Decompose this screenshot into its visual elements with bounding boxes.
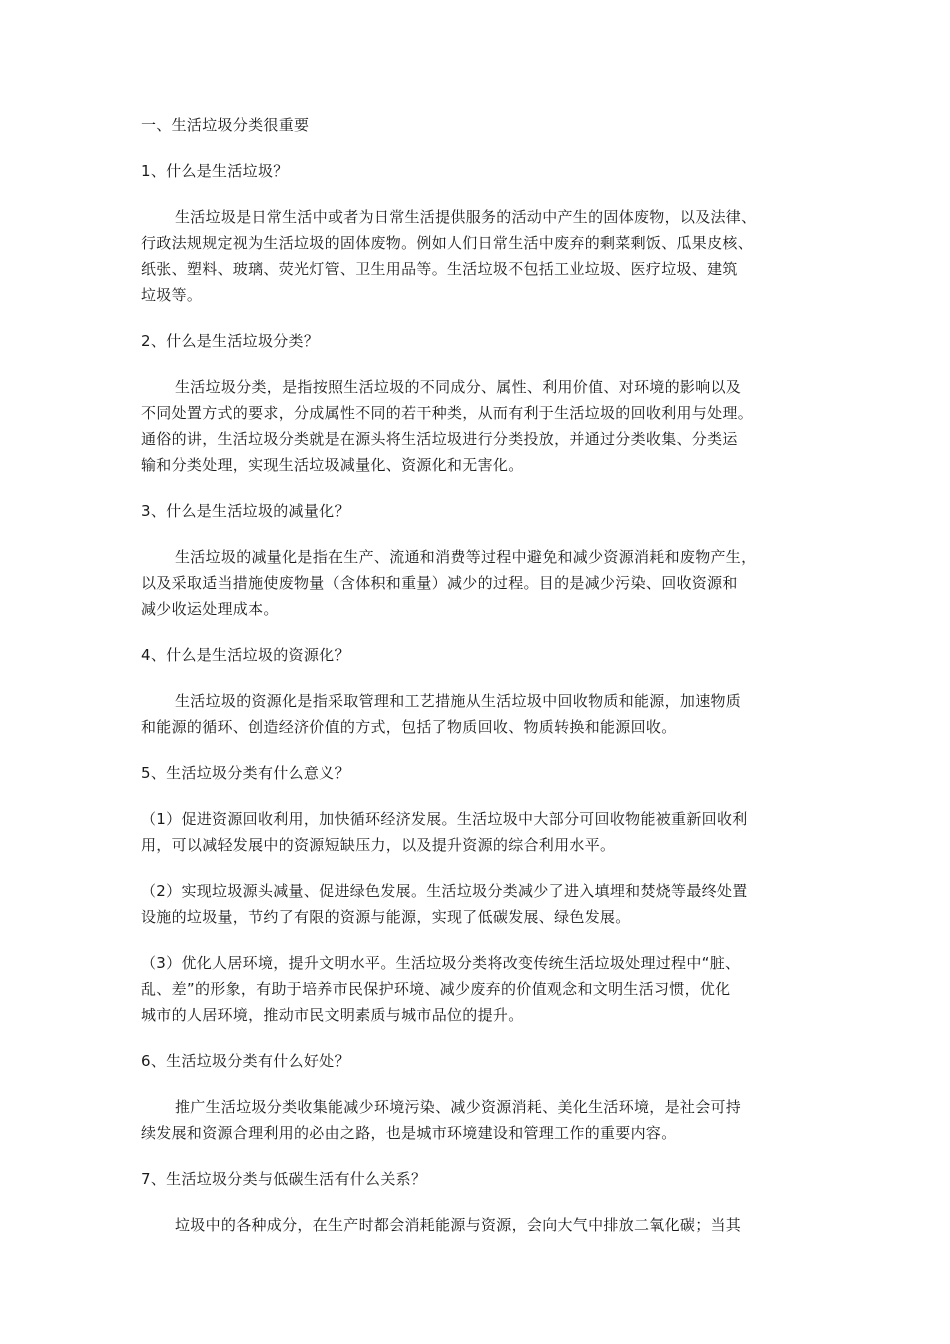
paragraph-line: 垃圾中的各种成分，在生产时都会消耗能源与资源，会向大气中排放二氧化碳；当其 xyxy=(175,1216,742,1234)
block-spacer xyxy=(141,308,831,328)
section-heading xyxy=(141,328,831,354)
heading-text: 1、什么是生活垃圾？ xyxy=(141,162,289,180)
paragraph-line: 生活垃圾的资源化是指采取管理和工艺措施从生活垃圾中回收物质和能源，加速物质 xyxy=(175,692,742,710)
paragraph-line: 城市的人居环境，推动市民文明素质与城市品位的提升。 xyxy=(141,1006,524,1024)
paragraph-line: 以及采取适当措施使废物量（含体积和重量）减少的过程。目的是减少污染、回收资源和 xyxy=(141,574,738,592)
paragraph-line: 垃圾等。 xyxy=(141,286,203,304)
body-paragraph xyxy=(141,1094,831,1146)
block-spacer xyxy=(141,930,831,950)
paragraph-line: 续发展和资源合理利用的必由之路，也是城市环境建设和管理工作的重要内容。 xyxy=(141,1124,677,1142)
body-paragraph xyxy=(141,688,831,740)
body-paragraph xyxy=(141,544,831,622)
paragraph-line: 减少收运处理成本。 xyxy=(141,600,279,618)
body-paragraph xyxy=(141,374,831,478)
section-heading xyxy=(141,642,831,668)
block-spacer xyxy=(141,1146,831,1166)
paragraph-line: 生活垃圾是日常生活中或者为日常生活提供服务的活动中产生的固体废物，以及法律、 xyxy=(175,208,757,226)
paragraph-line: （3）优化人居环境，提升文明水平。生活垃圾分类将改变传统生活垃圾处理过程中“脏、 xyxy=(141,954,741,972)
block-spacer xyxy=(141,138,831,158)
paragraph-line: 和能源的循环、创造经济价值的方式，包括了物质回收、物质转换和能源回收。 xyxy=(141,718,677,736)
document-body xyxy=(141,112,831,1238)
block-spacer xyxy=(141,786,831,806)
heading-text: 2、什么是生活垃圾分类？ xyxy=(141,332,320,350)
body-paragraph xyxy=(141,806,831,858)
paragraph-line: 生活垃圾的减量化是指在生产、流通和消费等过程中避免和减少资源消耗和废物产生， xyxy=(175,548,757,566)
block-spacer xyxy=(141,622,831,642)
paragraph-line: 通俗的讲，生活垃圾分类就是在源头将生活垃圾进行分类投放，并通过分类收集、分类运 xyxy=(141,430,738,448)
paragraph-line: 行政法规规定视为生活垃圾的固体废物。例如人们日常生活中废弃的剩菜剩饭、瓜果皮核、 xyxy=(141,234,754,252)
section-heading xyxy=(141,1166,831,1192)
block-spacer xyxy=(141,1192,831,1212)
heading-text: 4、什么是生活垃圾的资源化？ xyxy=(141,646,350,664)
paragraph-line: 乱、差”的形象，有助于培养市民保护环境、减少废弃的价值观念和文明生活习惯，优化 xyxy=(141,980,731,998)
heading-text: 一、生活垃圾分类很重要 xyxy=(141,116,310,134)
paragraph-line: 推广生活垃圾分类收集能减少环境污染、减少资源消耗、美化生活环境，是社会可持 xyxy=(175,1098,742,1116)
paragraph-line: 不同处置方式的要求，分成属性不同的若干种类，从而有利于生活垃圾的回收利用与处理。 xyxy=(141,404,754,422)
paragraph-line: 设施的垃圾量，节约了有限的资源与能源，实现了低碳发展、绿色发展。 xyxy=(141,908,631,926)
block-spacer xyxy=(141,858,831,878)
section-heading xyxy=(141,760,831,786)
block-spacer xyxy=(141,1074,831,1094)
body-paragraph xyxy=(141,1212,831,1238)
block-spacer xyxy=(141,354,831,374)
heading-text: 5、生活垃圾分类有什么意义？ xyxy=(141,764,350,782)
block-spacer xyxy=(141,184,831,204)
block-spacer xyxy=(141,1028,831,1048)
section-heading xyxy=(141,158,831,184)
block-spacer xyxy=(141,478,831,498)
block-spacer xyxy=(141,740,831,760)
body-paragraph xyxy=(141,950,831,1028)
body-paragraph xyxy=(141,204,831,308)
block-spacer xyxy=(141,668,831,688)
paragraph-line: （1）促进资源回收利用，加快循环经济发展。生活垃圾中大部分可回收物能被重新回收利 xyxy=(141,810,748,828)
paragraph-line: 用，可以减轻发展中的资源短缺压力，以及提升资源的综合利用水平。 xyxy=(141,836,616,854)
heading-text: 6、生活垃圾分类有什么好处？ xyxy=(141,1052,350,1070)
heading-text: 7、生活垃圾分类与低碳生活有什么关系？ xyxy=(141,1170,427,1188)
body-paragraph xyxy=(141,878,831,930)
paragraph-line: （2）实现垃圾源头减量、促进绿色发展。生活垃圾分类减少了进入填埋和焚烧等最终处置 xyxy=(141,882,748,900)
section-heading xyxy=(141,498,831,524)
heading-text: 3、什么是生活垃圾的减量化？ xyxy=(141,502,350,520)
section-heading xyxy=(141,1048,831,1074)
block-spacer xyxy=(141,524,831,544)
paragraph-line: 输和分类处理，实现生活垃圾减量化、资源化和无害化。 xyxy=(141,456,524,474)
paragraph-line: 纸张、塑料、玻璃、荧光灯管、卫生用品等。生活垃圾不包括工业垃圾、医疗垃圾、建筑 xyxy=(141,260,738,278)
section-heading xyxy=(141,112,831,138)
paragraph-line: 生活垃圾分类，是指按照生活垃圾的不同成分、属性、利用价值、对环境的影响以及 xyxy=(175,378,742,396)
